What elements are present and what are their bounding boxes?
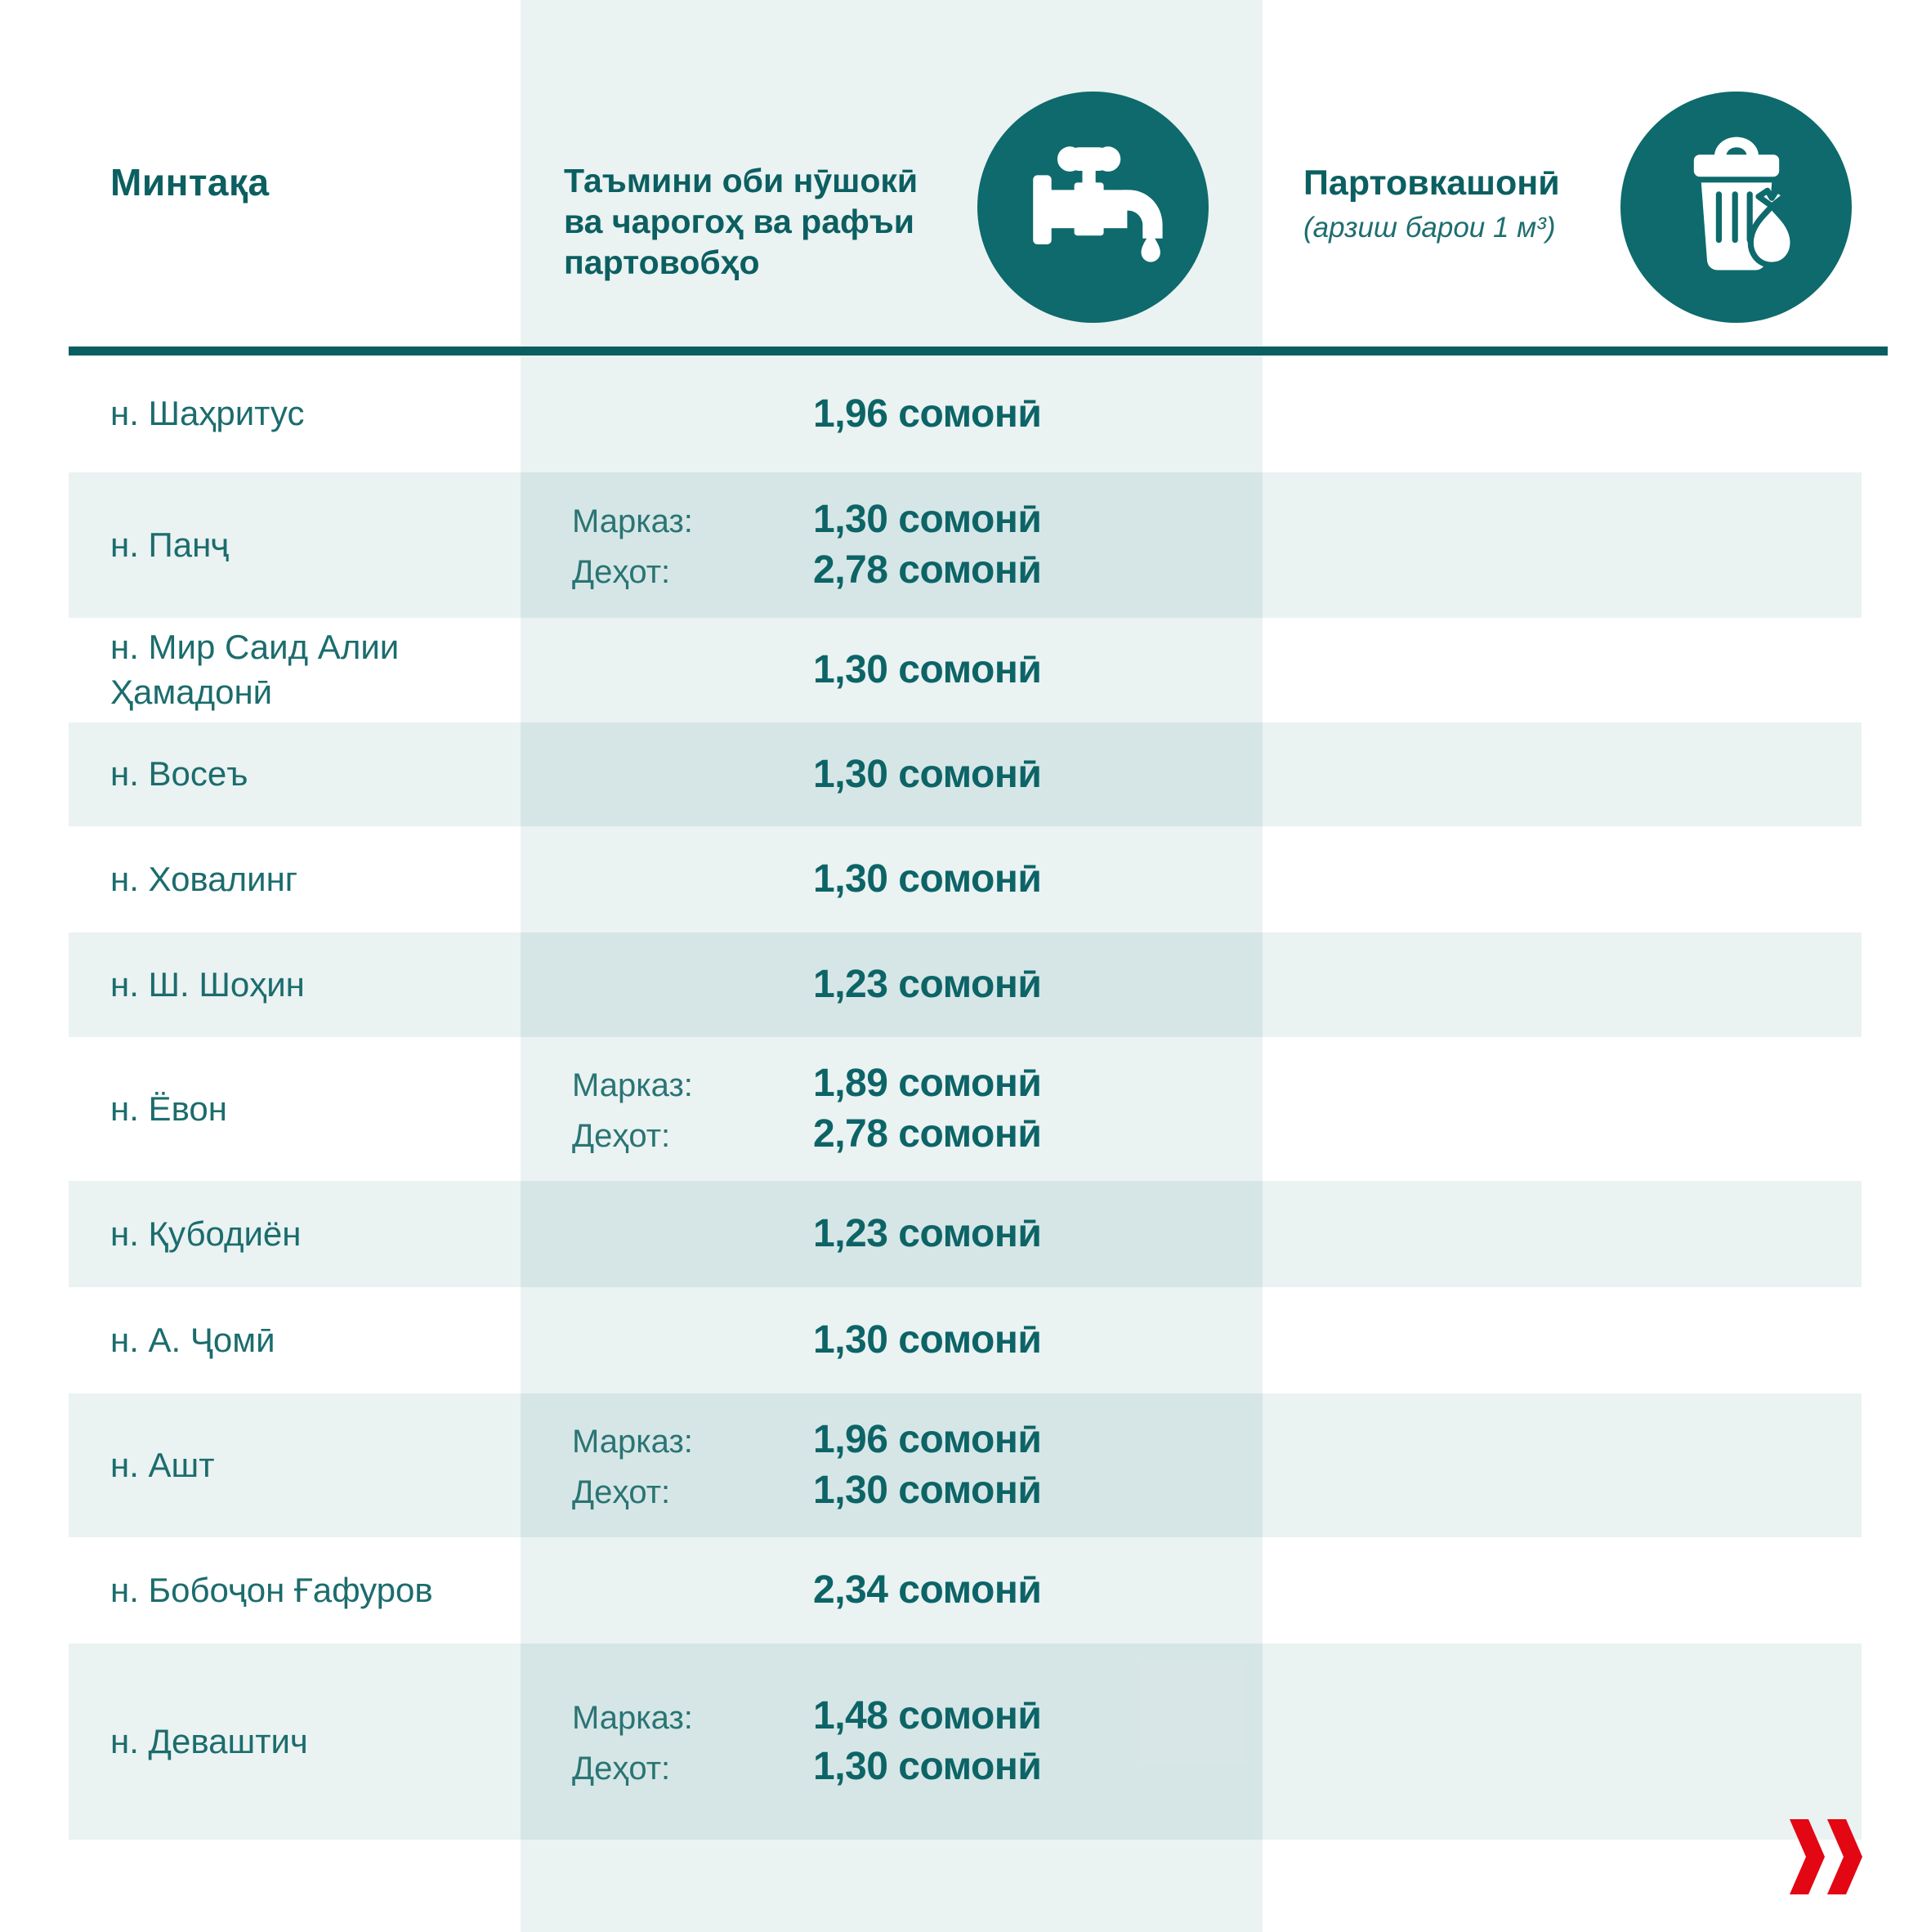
table-row [0,1644,1931,1840]
region-name: н. Қубодиён [110,1214,302,1253]
village-label: Деҳот: [572,1751,671,1787]
table-row [0,1181,1931,1287]
waste-column-header [1303,163,1647,244]
region-name: н. Мир Саид Алии Ҳамадонӣ [110,628,400,711]
center-label: Марказ: [572,1067,693,1103]
water-tariff: 1,30 сомонӣ [813,648,1042,691]
water-tariff-village: 1,30 сомонӣ [813,1469,1042,1512]
region-column-header: Минтақа [110,161,270,203]
water-tariff: 2,34 сомонӣ [813,1568,1042,1612]
village-label: Деҳот: [572,1118,671,1154]
trash-bin-icon [1620,92,1852,323]
center-label: Марказ: [572,503,693,539]
water-tariff-village: 1,30 сомонӣ [813,1745,1042,1788]
region-name: н. Восеъ [110,754,248,794]
water-tap-icon [977,92,1209,323]
region-name: н. А. Ҷомӣ [110,1320,275,1359]
table-row [0,1393,1931,1537]
water-tariff-village: 2,78 сомонӣ [813,1112,1042,1156]
village-label: Деҳот: [572,554,671,590]
waste-column-subtitle: (арзиш барои 1 м³) [1303,212,1556,244]
header-divider [69,347,1888,356]
water-tariff: 1,30 сомонӣ [813,857,1042,901]
region-name: н. Бобоҷон Ғафуров [110,1570,433,1609]
region-name: н. Ховалинг [110,859,298,898]
region-name: н. Ш. Шоҳин [110,964,305,1004]
table-row [0,472,1931,618]
water-tariff-center: 1,48 сомонӣ [813,1694,1042,1737]
table-row [0,932,1931,1037]
region-name: н. Деваштич [110,1721,308,1760]
waste-column-title: Партовкашонӣ [1303,163,1560,203]
water-tariff-village: 2,78 сомонӣ [813,548,1042,592]
tariff-table [0,356,1931,1840]
table-row [0,618,1931,722]
water-tariff: 1,30 сомонӣ [813,1318,1042,1362]
table-row [0,722,1931,826]
center-label: Марказ: [572,1424,693,1460]
water-tariff: 1,30 сомонӣ [813,752,1042,796]
table-header [0,0,1931,347]
table-row [0,1037,1931,1181]
water-column-header: Таъмини оби нӯшокӣ ва чарогоҳ ва рафъи партовобҳо [564,162,919,282]
water-tariff: 1,23 сомонӣ [813,963,1042,1006]
water-tariff: 1,23 сомонӣ [813,1212,1042,1255]
table-row [0,356,1931,472]
table-row [0,1537,1931,1644]
table-row [0,1287,1931,1393]
double-chevron-right-icon[interactable] [1790,1819,1865,1894]
region-name: н. Панҷ [110,525,230,564]
region-name: н. Шаҳритус [110,394,305,433]
water-tariff: 1,96 сомонӣ [813,391,1042,436]
water-tariff-center: 1,96 сомонӣ [813,1418,1042,1461]
village-label: Деҳот: [572,1474,671,1510]
center-label: Марказ: [572,1700,693,1736]
water-tariff-center: 1,30 сомонӣ [813,498,1042,541]
region-name: н. Ашт [110,1445,215,1484]
region-name: н. Ёвон [110,1089,227,1128]
water-tariff-center: 1,89 сомонӣ [813,1062,1042,1105]
table-row [0,826,1931,932]
